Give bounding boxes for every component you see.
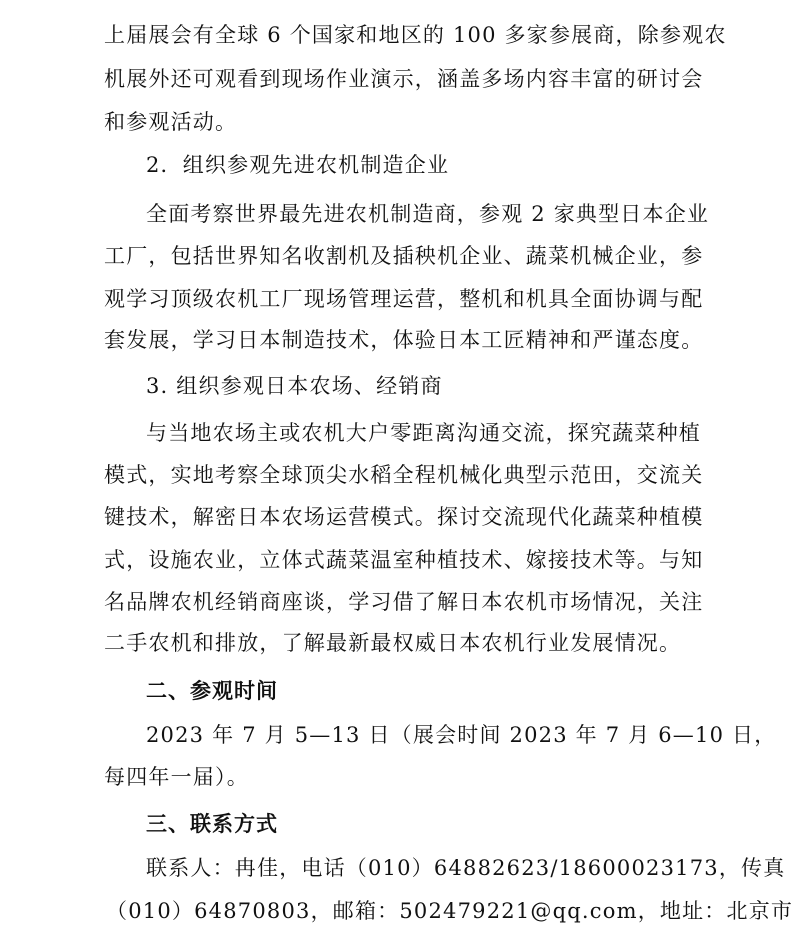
- paragraph-line: 式，设施农业，立体式蔬菜温室种植技术、嫁接技术等。与知: [104, 548, 704, 572]
- paragraph-line: 与当地农场主或农机大户零距离沟通交流，探究蔬菜种植: [146, 421, 701, 445]
- paragraph-line: 和参观活动。: [104, 110, 238, 134]
- item2-heading: 2．组织参观先进农机制造企业: [146, 153, 450, 177]
- paragraph-line: 模式，实地考察全球顶尖水稻全程机械化典型示范田，交流关: [104, 463, 704, 487]
- paragraph-line: 全面考察世界最先进农机制造商，参观 2 家典型日本企业: [146, 202, 710, 226]
- paragraph-line: 工厂，包括世界知名收割机及插秧机企业、蔬菜机械企业，参: [104, 244, 704, 268]
- paragraph-line: （010）64870803，邮箱：502479221@qq.com，地址：北京市: [106, 899, 794, 923]
- paragraph-line: 机展外还可观看到现场作业演示，涵盖多场内容丰富的研讨会: [104, 67, 704, 91]
- paragraph-line: 键技术，解密日本农场运营模式。探讨交流现代化蔬菜种植模: [104, 505, 704, 529]
- paragraph-line: 上届展会有全球 6 个国家和地区的 100 多家参展商，除参观农: [104, 23, 727, 47]
- section3-heading: 三、联系方式: [146, 811, 278, 836]
- paragraph-line: 套发展，学习日本制造技术，体验日本工匠精神和严谨态度。: [104, 328, 704, 352]
- paragraph-line: 二手农机和排放，了解最新最权威日本农机行业发展情况。: [104, 631, 682, 655]
- paragraph-line: 名品牌农机经销商座谈，学习借了解日本农机市场情况，关注: [104, 590, 704, 614]
- paragraph-line: 每四年一届）。: [104, 765, 249, 789]
- item3-heading: 3. 组织参观日本农场、经销商: [146, 374, 443, 398]
- paragraph-line: 联系人：冉佳，电话（010）64882623/18600023173，传真: [146, 856, 786, 880]
- section2-heading: 二、参观时间: [146, 678, 278, 703]
- paragraph-line: 观学习顶级农机工厂现场管理运营，整机和机具全面协调与配: [104, 287, 704, 311]
- paragraph-line: 2023 年 7 月 5—13 日（展会时间 2023 年 7 月 6—10 日，: [146, 723, 777, 747]
